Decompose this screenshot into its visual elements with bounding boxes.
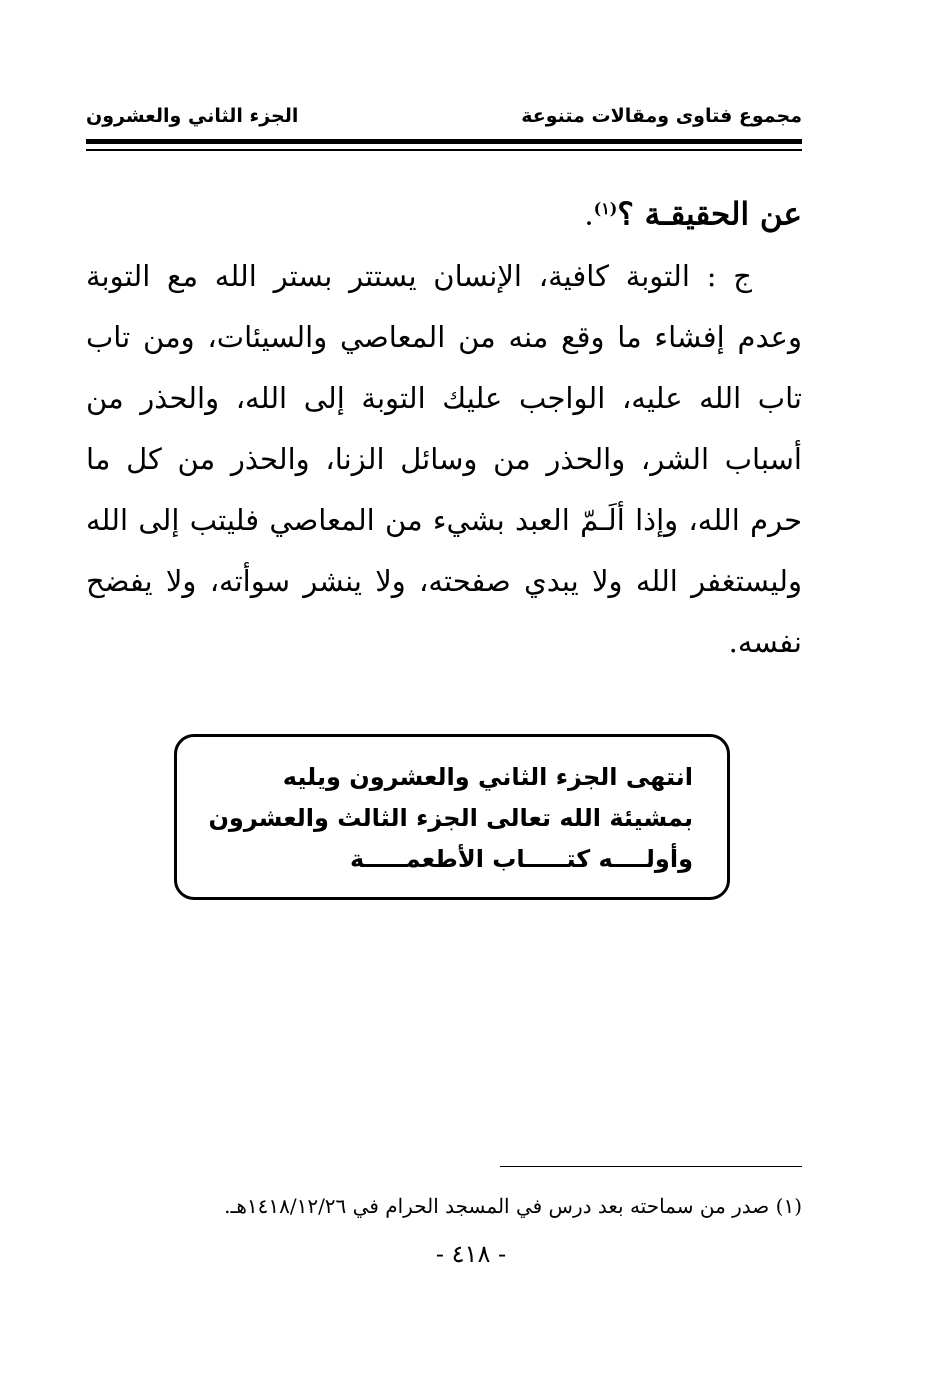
- header-rule-thin: [86, 149, 802, 151]
- footnote-separator: [500, 1166, 802, 1167]
- volume-end-notice-box: [174, 734, 730, 900]
- answer-paragraph: ج : التوبة كافية، الإنسان يستتر بستر الله مع التوبة وعدم إفشاء ما وقع منه من المعاصي والسيئات، ومن تاب تاب الله عليه، الواجب عليك التوبة إلى الله، والحذر من أسباب الشر، والحذر من وسائل الزنا، والحذر من كل ما حرم الله، وإذا ألَـمّ العبد بشيء من المعاصي فليتب إلى الله وليستغفر الله ولا يبدي صفحته، ولا ينشر سوأته، ولا يفضح نفسه.: [86, 258, 802, 659]
- header-rule-thick: [86, 139, 802, 144]
- question-ending: [86, 178, 802, 246]
- endbox-line-1: انتهى الجزء الثاني والعشرون ويليه: [282, 763, 693, 791]
- header-volume-title: الجزء الثاني والعشرون: [86, 105, 299, 127]
- running-header: [86, 98, 802, 134]
- footnote-text: (١) صدر من سماحته بعد درس في المسجد الحرام في ١٤١٨/١٢/٢٦هـ.: [224, 1194, 802, 1218]
- endbox-line-2: بمشيئة الله تعالى الجزء الثالث والعشرون: [208, 804, 693, 832]
- footnote-reference: (١): [593, 199, 618, 218]
- endbox-line-3: وأولــــه كتـــــاب الأطعمـــــة: [350, 845, 693, 873]
- question-text: عن الحقيقـة ؟: [617, 196, 802, 233]
- question-punct: .: [584, 197, 594, 232]
- page-number: - ٤١٨ -: [435, 1240, 507, 1268]
- header-book-title: مجموع فتاوى ومقالات متنوعة: [521, 105, 802, 127]
- main-text: [86, 178, 802, 673]
